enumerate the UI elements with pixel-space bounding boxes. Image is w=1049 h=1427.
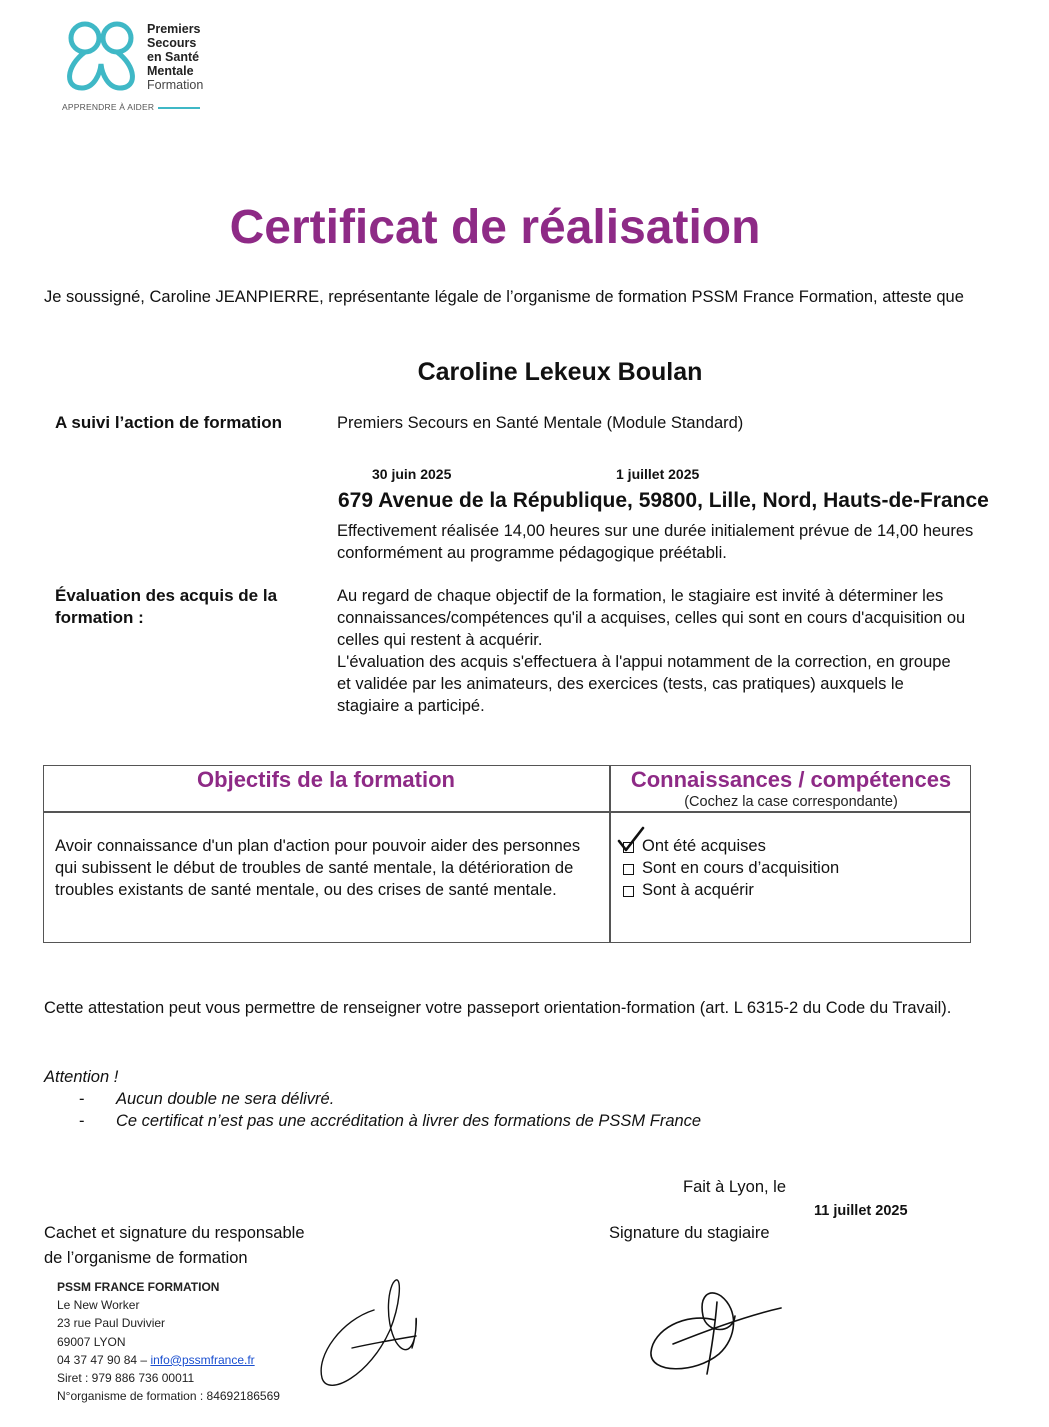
table-header-objectives: Objectifs de la formation <box>197 767 455 792</box>
org-signature-label: Cachet et signature du responsable de l’organisme de formation <box>44 1224 305 1267</box>
date-start: 30 juin 2025 <box>372 466 452 482</box>
attention-item-text: Aucun double ne sera délivré. <box>116 1090 335 1108</box>
passport-note: Cette attestation peut vous permettre de renseigner votre passeport orientation-formation (art. L 6315-2 du Code du Travail). <box>44 999 952 1017</box>
trainee-signature-image <box>645 1282 785 1382</box>
competence-checklist <box>621 835 966 901</box>
checklist-item <box>621 879 966 901</box>
table-subheader: (Cochez la case correspondante) <box>684 794 898 810</box>
trainee-signature-label: Signature du stagiaire <box>609 1224 770 1242</box>
attention-item <box>79 1088 335 1110</box>
evaluation-label: Évaluation des acquis de la formation : <box>55 586 278 627</box>
table-divider <box>43 811 971 813</box>
hours-text: Effectivement réalisée 14,00 heures sur une durée initialement prévue de 14,00 heures conformément au programme pédagogique préétabli. <box>337 522 974 562</box>
checklist-label: Sont en cours d’acquisition <box>642 859 840 877</box>
evaluation-paragraph-2: L'évaluation des acquis s'effectuera à l'appui notamment de la correction, en groupe et validée par les animateurs, des exercices (tests, cas pratiques) auxquels le stagiaire a participé. <box>337 653 951 715</box>
email-link[interactable]: info@pssmfrance.fr <box>150 1352 255 1367</box>
certificate-title: Certificat de réalisation <box>229 201 761 254</box>
checkbox[interactable] <box>623 864 634 875</box>
objective-text: Avoir connaissance d'un plan d'action pour pouvoir aider des personnes qui subissent le début de troubles de santé mentale, la détérioration de troubles existants de santé mentale, ou des crises de santé mentale. <box>55 837 581 899</box>
evaluation-paragraph-1: Au regard de chaque objectif de la formation, le stagiaire est invité à déterminer les connaissances/compétences qu'il a acquises, celles qui sont en cours d'acquisition ou celles qui restent à acquérir. <box>337 587 966 649</box>
logo-tagline: APPRENDRE À AIDER <box>62 102 155 112</box>
trainee-name: Caroline Lekeux Boulan <box>417 358 703 386</box>
logo-accent-line <box>158 107 200 109</box>
bullet-mark: - <box>79 1112 85 1130</box>
org-signature-image <box>312 1270 427 1395</box>
attention-item <box>79 1110 702 1132</box>
intro-text: Je soussigné, Caroline JEANPIERRE, représentante légale de l’organisme de formation PSSM France Formation, atteste que <box>44 288 964 306</box>
training-address: 679 Avenue de la République, 59800, Lille, Nord, Hauts-de-France <box>338 489 989 512</box>
attention-item-text: Ce certificat n’est pas une accréditation à livrer des formations de PSSM France <box>116 1112 702 1130</box>
checklist-label: Ont été acquises <box>642 837 766 855</box>
attention-title: Attention ! <box>44 1068 119 1086</box>
action-value: Premiers Secours en Santé Mentale (Module Standard) <box>337 414 744 432</box>
bullet-mark: - <box>79 1090 85 1108</box>
action-label: A suivi l’action de formation <box>55 413 283 432</box>
checklist-item <box>621 857 966 879</box>
checkbox[interactable] <box>623 886 634 897</box>
signature-date: 11 juillet 2025 <box>814 1203 908 1219</box>
checklist-item <box>621 835 966 857</box>
date-end: 1 juillet 2025 <box>616 466 700 482</box>
logo-text: Premiers Secours en Santé Mentale Formation <box>147 22 204 92</box>
signature-place: Fait à Lyon, le <box>683 1178 787 1196</box>
checkmark-icon <box>616 826 646 854</box>
evaluation-text <box>337 585 967 717</box>
table-header-competences: Connaissances / compétences <box>630 767 952 792</box>
organization-stamp: PSSM FRANCE FORMATION Le New Worker 23 rue Paul Duvivier 69007 LYON 04 37 47 90 84 – info@pssmfrance.fr Siret : 979 886 736 00011 N°organisme de formation : 84692186569 <box>57 1280 280 1404</box>
checklist-label: Sont à acquérir <box>642 881 754 899</box>
